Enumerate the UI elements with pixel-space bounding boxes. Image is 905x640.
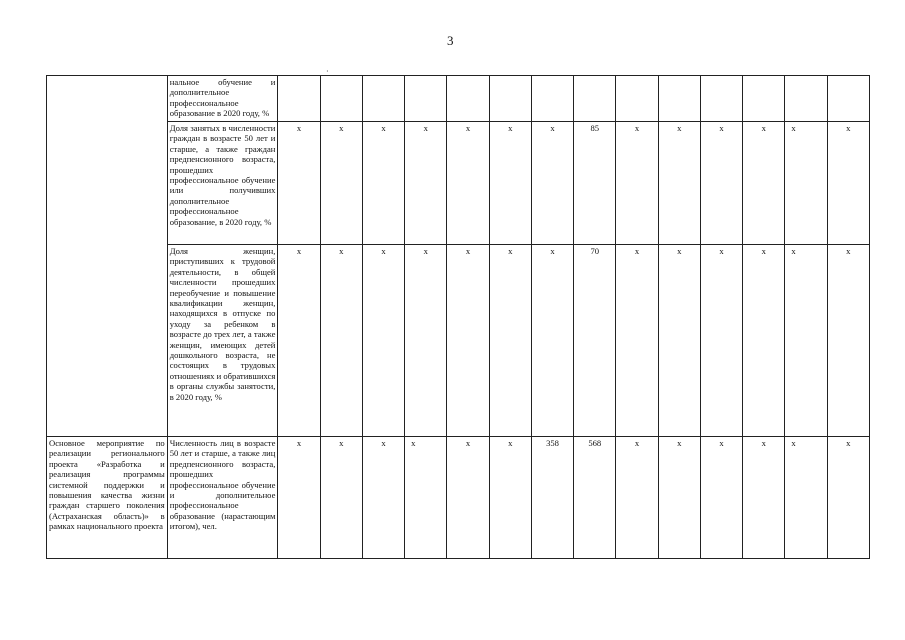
value-cell: x (827, 122, 869, 245)
value-cell: x (447, 437, 489, 559)
indicator-cell: Доля женщин, приступивших к трудовой деятельности, в общей численности прошедших переобучение и повышение квалификации женщин, находящихся в отпуске по уходу за ребенком в возрасте до трех лет, а также женщин, имеющих детей дошкольного возраста, не состоящих в трудовых отношениях и обратившихся в органы службы занятости, в 2020 году, % (167, 245, 278, 437)
value-cell: 85 (574, 122, 616, 245)
value-cell: x (785, 437, 827, 559)
value-cell: x (616, 437, 658, 559)
table-row (47, 122, 870, 245)
value-cell: x (362, 245, 404, 437)
value-cell (827, 76, 869, 122)
value-cell (362, 76, 404, 122)
value-cell: x (278, 437, 320, 559)
value-cell: x (489, 122, 531, 245)
value-cell (743, 76, 785, 122)
indicator-cell: нальное обучение и дополнительное профессиональное образование в 2020 году, % (167, 76, 278, 122)
measure-description-cell: Основное мероприятие по реализации регионального проекта «Разработка и реализация программы системной поддержки и повышения качества жизни граждан старшего поколения (Астраханская область)» в рамках национального проекта (47, 437, 168, 559)
measures-table (46, 75, 870, 559)
value-cell: x (700, 245, 742, 437)
value-cell: x (743, 245, 785, 437)
value-cell (531, 76, 573, 122)
value-cell: x (658, 122, 700, 245)
value-cell: 358 (531, 437, 573, 559)
value-cell (320, 76, 362, 122)
table-row (47, 76, 870, 122)
measure-description-cell (47, 76, 168, 437)
table-row (47, 245, 870, 437)
value-cell: 568 (574, 437, 616, 559)
value-cell: x (531, 245, 573, 437)
value-cell: x (447, 245, 489, 437)
value-cell: x (320, 122, 362, 245)
value-cell: x (362, 122, 404, 245)
value-cell: x (405, 245, 447, 437)
value-cell: x (278, 122, 320, 245)
value-cell (574, 76, 616, 122)
value-cell: x (743, 122, 785, 245)
value-cell: x (320, 437, 362, 559)
value-cell: x (658, 437, 700, 559)
value-cell: x (700, 437, 742, 559)
value-cell: x (489, 245, 531, 437)
value-cell: x (658, 245, 700, 437)
indicator-cell: Доля занятых в численности граждан в возрасте 50 лет и старше, а также граждан предпенсионного возраста, прошедших профессиональное обучение или получивших дополнительное профессиональное образование, в 2020 году, % (167, 122, 278, 245)
value-cell: x (616, 122, 658, 245)
value-cell: x (827, 245, 869, 437)
value-cell: x (489, 437, 531, 559)
value-cell: x (743, 437, 785, 559)
value-cell: x (827, 437, 869, 559)
value-cell: x (278, 245, 320, 437)
value-cell (405, 76, 447, 122)
value-cell (278, 76, 320, 122)
value-cell: x (785, 245, 827, 437)
page-number: 3 (447, 33, 454, 48)
value-cell (616, 76, 658, 122)
value-cell: x (405, 437, 447, 559)
value-cell (489, 76, 531, 122)
speck-mark: · (326, 67, 329, 76)
value-cell: x (405, 122, 447, 245)
value-cell: x (531, 122, 573, 245)
value-cell (447, 76, 489, 122)
value-cell: x (785, 122, 827, 245)
value-cell: x (447, 122, 489, 245)
value-cell: x (320, 245, 362, 437)
value-cell (785, 76, 827, 122)
indicator-cell: Численность лиц в возрасте 50 лет и старше, а также лиц предпенсионного возраста, прошедших профессиональное обучение и дополнительное профессиональное образование (нарастающим итогом), чел. (167, 437, 278, 559)
value-cell (658, 76, 700, 122)
value-cell (700, 76, 742, 122)
table-row (47, 437, 870, 559)
value-cell: x (616, 245, 658, 437)
value-cell: x (700, 122, 742, 245)
value-cell: x (362, 437, 404, 559)
value-cell: 70 (574, 245, 616, 437)
